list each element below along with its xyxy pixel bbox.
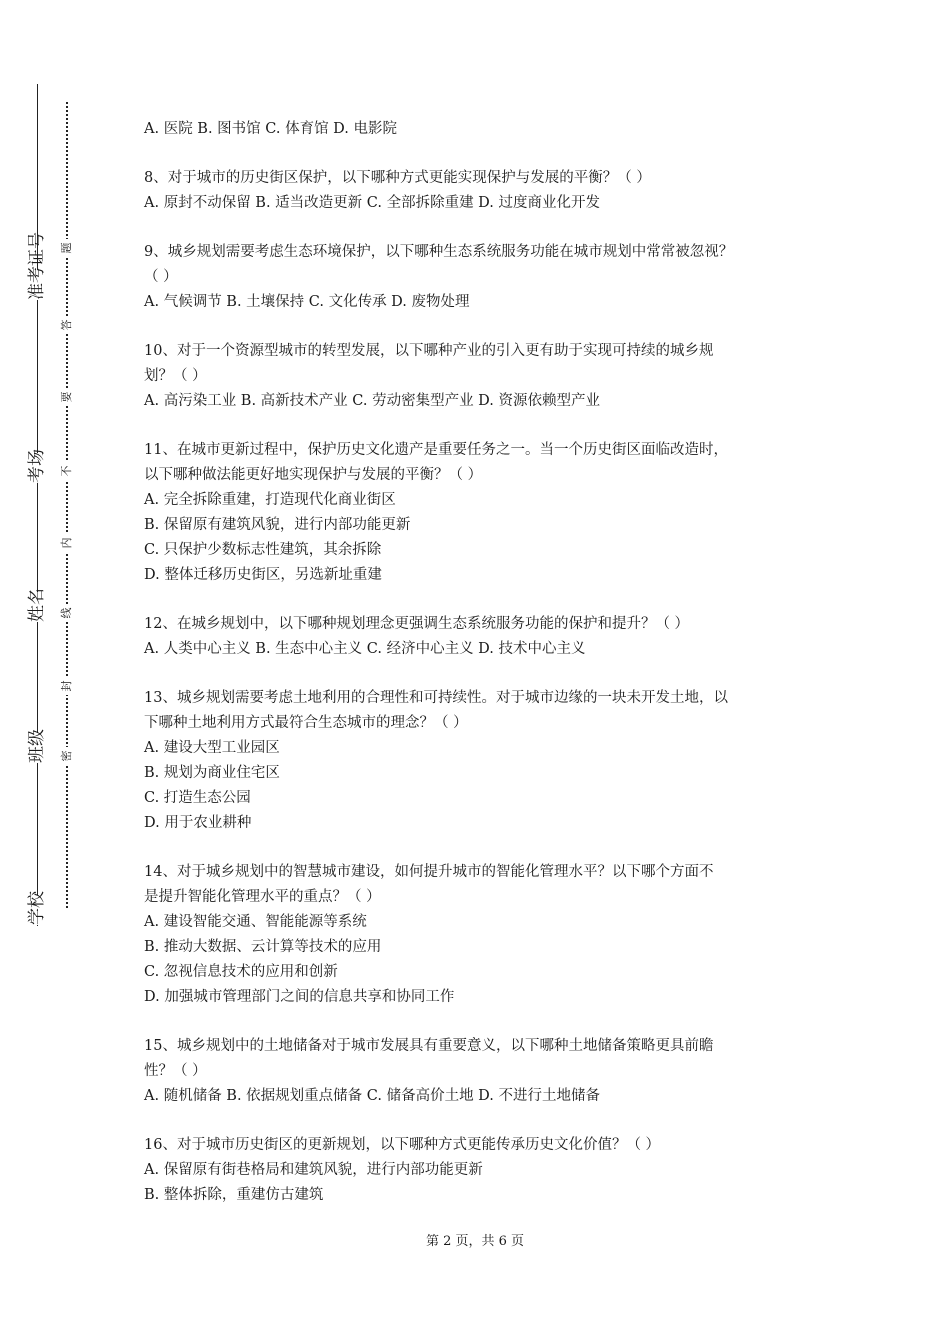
option-line: A. 原封不动保留 B. 适当改造更新 C. 全部拆除重建 D. 过度商业化开发 [144, 195, 601, 211]
field-label-school: 学校 [22, 895, 52, 925]
seal-char: 密 [58, 747, 76, 765]
option-b: B. 整体拆除，重建仿古建筑 [144, 1187, 324, 1203]
question-text: 15、城乡规划中的土地储备对于城市发展具有重要意义，以下哪种土地储备策略更具前瞻 [144, 1038, 714, 1054]
seal-char: 内 [58, 534, 76, 552]
question-12 [144, 612, 824, 662]
field-label-exam-room: 考场 [22, 453, 52, 483]
option-c: C. 忽视信息技术的应用和创新 [144, 964, 338, 980]
question-text: 13、城乡规划需要考虑土地利用的合理性和可持续性。对于城市边缘的一块未开发土地，以 [144, 690, 728, 706]
seal-char: 题 [58, 239, 76, 257]
question-8 [144, 166, 824, 216]
page-number-footer: 第 2 页，共 6 页 [425, 1234, 525, 1249]
option-d: D. 用于农业耕种 [144, 815, 252, 831]
seal-char: 封 [58, 677, 76, 695]
option-b: B. 保留原有建筑风貌，进行内部功能更新 [144, 517, 411, 533]
question-16 [144, 1133, 824, 1208]
option-line: A. 人类中心主义 B. 生态中心主义 C. 经济中心主义 D. 技术中心主义 [144, 641, 586, 657]
question-text: 12、在城乡规划中，以下哪种规划理念更强调生态系统服务功能的保护和提升？（ ） [144, 616, 690, 632]
question-text: 划？（ ） [144, 368, 207, 384]
question-text: 性？（ ） [144, 1063, 207, 1079]
option-d: D. 加强城市管理部门之间的信息共享和协同工作 [144, 989, 455, 1005]
question-list [144, 117, 824, 1232]
option-a: A. 建设智能交通、智能能源等系统 [144, 914, 367, 930]
question-10 [144, 339, 824, 414]
question-text: 9、城乡规划需要考虑生态环境保护，以下哪种生态系统服务功能在城市规划中常常被忽视？ [144, 244, 734, 260]
binding-solid-line [37, 84, 38, 926]
option-line: A. 高污染工业 B. 高新技术产业 C. 劳动密集型产业 D. 资源依赖型产业 [144, 393, 601, 409]
field-label-exam-number: 准考证号 [22, 270, 52, 300]
question-15 [144, 1034, 824, 1109]
option-line: A. 气候调节 B. 土壤保持 C. 文化传承 D. 废物处理 [144, 294, 470, 310]
question-text: 11、在城市更新过程中，保护历史文化遗产是重要任务之一。当一个历史街区面临改造时， [144, 442, 728, 458]
field-label-name: 姓名 [22, 592, 52, 622]
question-text: （ ） [144, 269, 178, 285]
option-a: A. 保留原有街巷格局和建筑风貌，进行内部功能更新 [144, 1162, 483, 1178]
seal-char: 答 [58, 316, 76, 334]
seal-char: 线 [58, 604, 76, 622]
question-7-options [144, 117, 824, 142]
seal-char: 要 [58, 388, 76, 406]
question-text: 8、对于城市的历史街区保护，以下哪种方式更能实现保护与发展的平衡？（ ） [144, 170, 651, 186]
question-13 [144, 686, 824, 836]
option-b: B. 规划为商业住宅区 [144, 765, 280, 781]
question-11 [144, 438, 824, 588]
question-text: 10、对于一个资源型城市的转型发展，以下哪种产业的引入更有助于实现可持续的城乡规 [144, 343, 714, 359]
seal-char: 不 [58, 462, 76, 480]
option-line: A. 医院 B. 图书馆 C. 体育馆 D. 电影院 [144, 121, 398, 137]
question-text: 下哪种土地利用方式最符合生态城市的理念？（ ） [144, 715, 468, 731]
option-a: A. 建设大型工业园区 [144, 740, 280, 756]
question-text: 16、对于城市历史街区的更新规划，以下哪种方式更能传承历史文化价值？（ ） [144, 1137, 661, 1153]
option-line: A. 随机储备 B. 依据规划重点储备 C. 储备高价土地 D. 不进行土地储备 [144, 1088, 601, 1104]
binding-dotted-line [66, 102, 68, 908]
question-text: 14、对于城乡规划中的智慧城市建设，如何提升城市的智能化管理水平？以下哪个方面不 [144, 864, 714, 880]
option-b: B. 推动大数据、云计算等技术的应用 [144, 939, 382, 955]
question-text: 以下哪种做法能更好地实现保护与发展的平衡？（ ） [144, 467, 483, 483]
question-text: 是提升智能化管理水平的重点？（ ） [144, 889, 381, 905]
option-c: C. 只保护少数标志性建筑，其余拆除 [144, 542, 382, 558]
option-c: C. 打造生态公园 [144, 790, 251, 806]
question-14 [144, 860, 824, 1010]
question-9 [144, 240, 824, 315]
option-a: A. 完全拆除重建，打造现代化商业街区 [144, 492, 396, 508]
option-d: D. 整体迁移历史街区，另选新址重建 [144, 567, 382, 583]
field-label-class: 班级 [22, 733, 52, 763]
